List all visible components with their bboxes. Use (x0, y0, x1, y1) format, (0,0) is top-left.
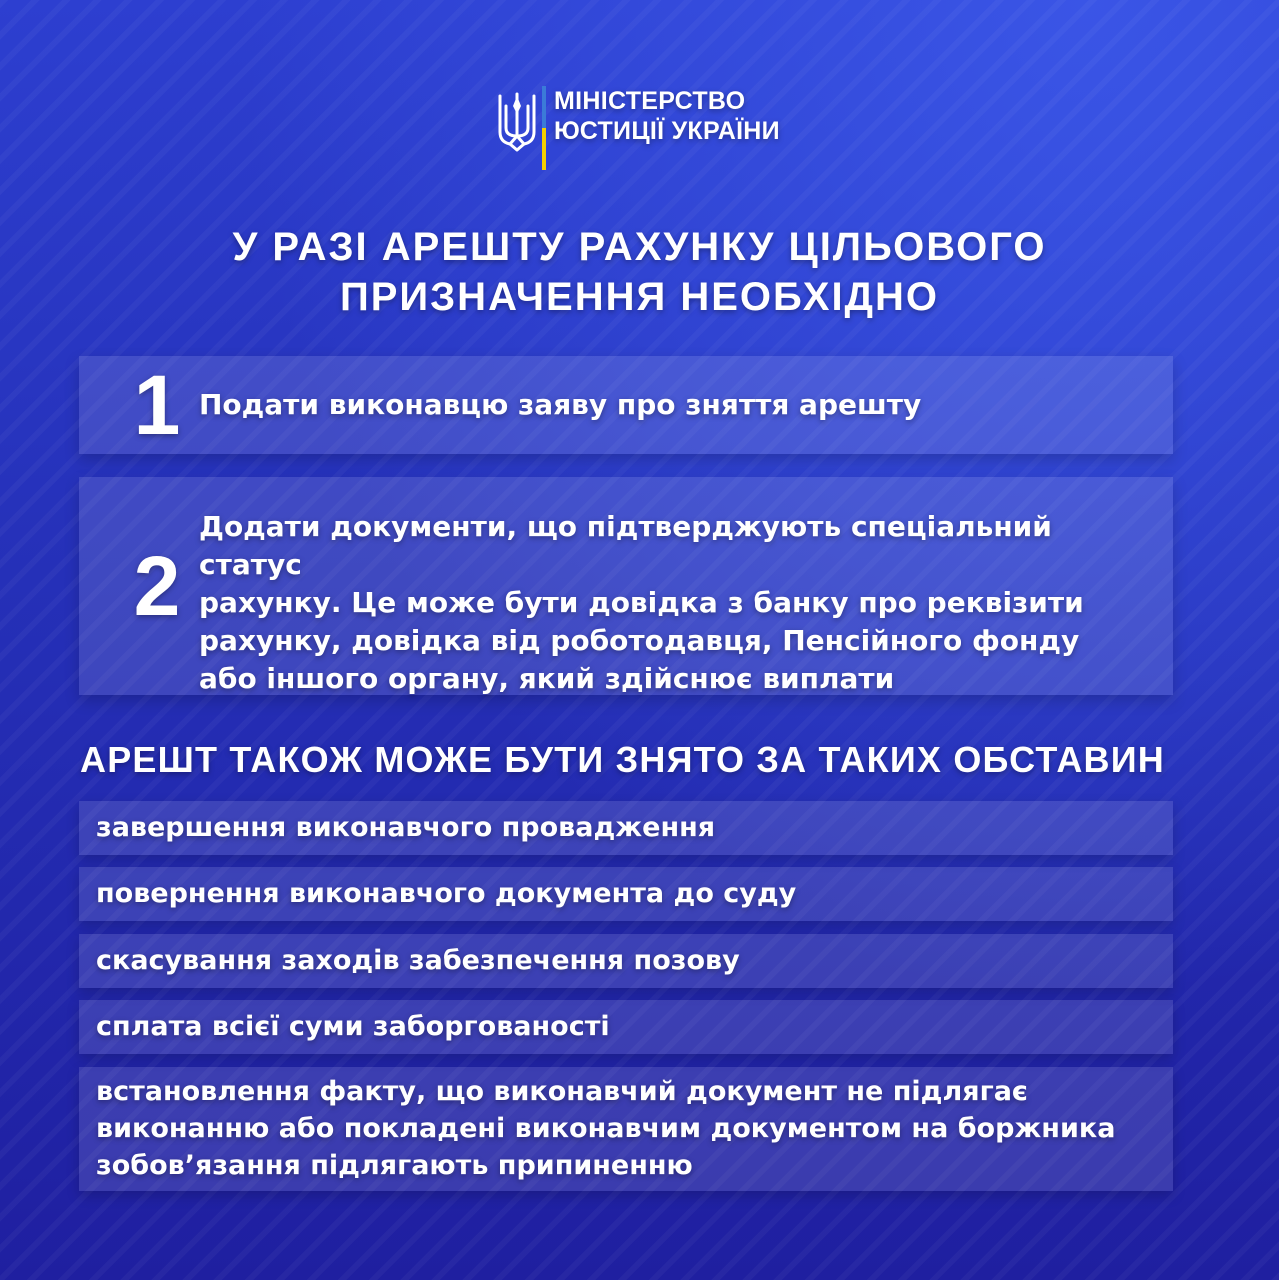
condition-text-line: сплата всієї суми заборгованості (96, 1011, 610, 1042)
condition-text-line: скасування заходів забезпечення позову (96, 945, 740, 976)
condition-item (79, 1067, 1173, 1191)
condition-text (96, 1073, 1159, 1184)
page-title (0, 222, 1279, 322)
condition-item (79, 801, 1173, 855)
condition-item (79, 1000, 1173, 1054)
step-number: 1 (133, 358, 181, 452)
page-title-line-1: У РАЗІ АРЕШТУ РАХУНКУ ЦІЛЬОВОГО (232, 225, 1047, 269)
logo-text (554, 86, 780, 146)
step-number: 2 (133, 539, 181, 633)
page-title-line-2: ПРИЗНАЧЕННЯ НЕОБХІДНО (339, 275, 940, 319)
condition-item (79, 867, 1173, 921)
step-text-line: або іншого органу, який здійснює виплати (199, 662, 895, 695)
section-subheading: АРЕШТ ТАКОЖ МОЖЕ БУТИ ЗНЯТО ЗА ТАКИХ ОБСТАВИН (80, 739, 1166, 780)
step-text (199, 508, 1159, 698)
condition-text (96, 875, 1159, 912)
condition-text-line: повернення виконавчого документа до суду (96, 878, 797, 909)
trident-icon (498, 92, 536, 152)
condition-text-line: завершення виконавчого провадження (96, 812, 716, 843)
condition-item (79, 934, 1173, 988)
logo-line-1: МІНІСТЕРСТВО (554, 87, 746, 115)
condition-text-line: виконанню або покладені виконавчим документом на боржника (96, 1113, 1116, 1144)
step-text-line: Подати виконавцю заяву про зняття арешту (199, 388, 922, 421)
condition-text (96, 942, 1159, 979)
step-card-1 (79, 356, 1173, 454)
condition-text-line: зобов’язання підлягають припиненню (96, 1150, 693, 1181)
logo-line-2: ЮСТИЦІЇ УКРАЇНИ (554, 117, 780, 145)
flag-bar (542, 86, 546, 170)
step-text-line: рахунку. Це може бути довідка з банку про реквізити (199, 586, 1084, 619)
step-card-2 (79, 477, 1173, 695)
condition-text (96, 809, 1159, 846)
step-text-line: рахунку, довідка від роботодавця, Пенсійного фонду (199, 624, 1080, 657)
condition-text-line: встановлення факту, що виконавчий документ не підлягає (96, 1076, 1028, 1107)
condition-text (96, 1008, 1159, 1045)
step-text-line: Додати документи, що підтверджують спеціальний статус (199, 510, 1052, 581)
step-text (199, 386, 1159, 424)
